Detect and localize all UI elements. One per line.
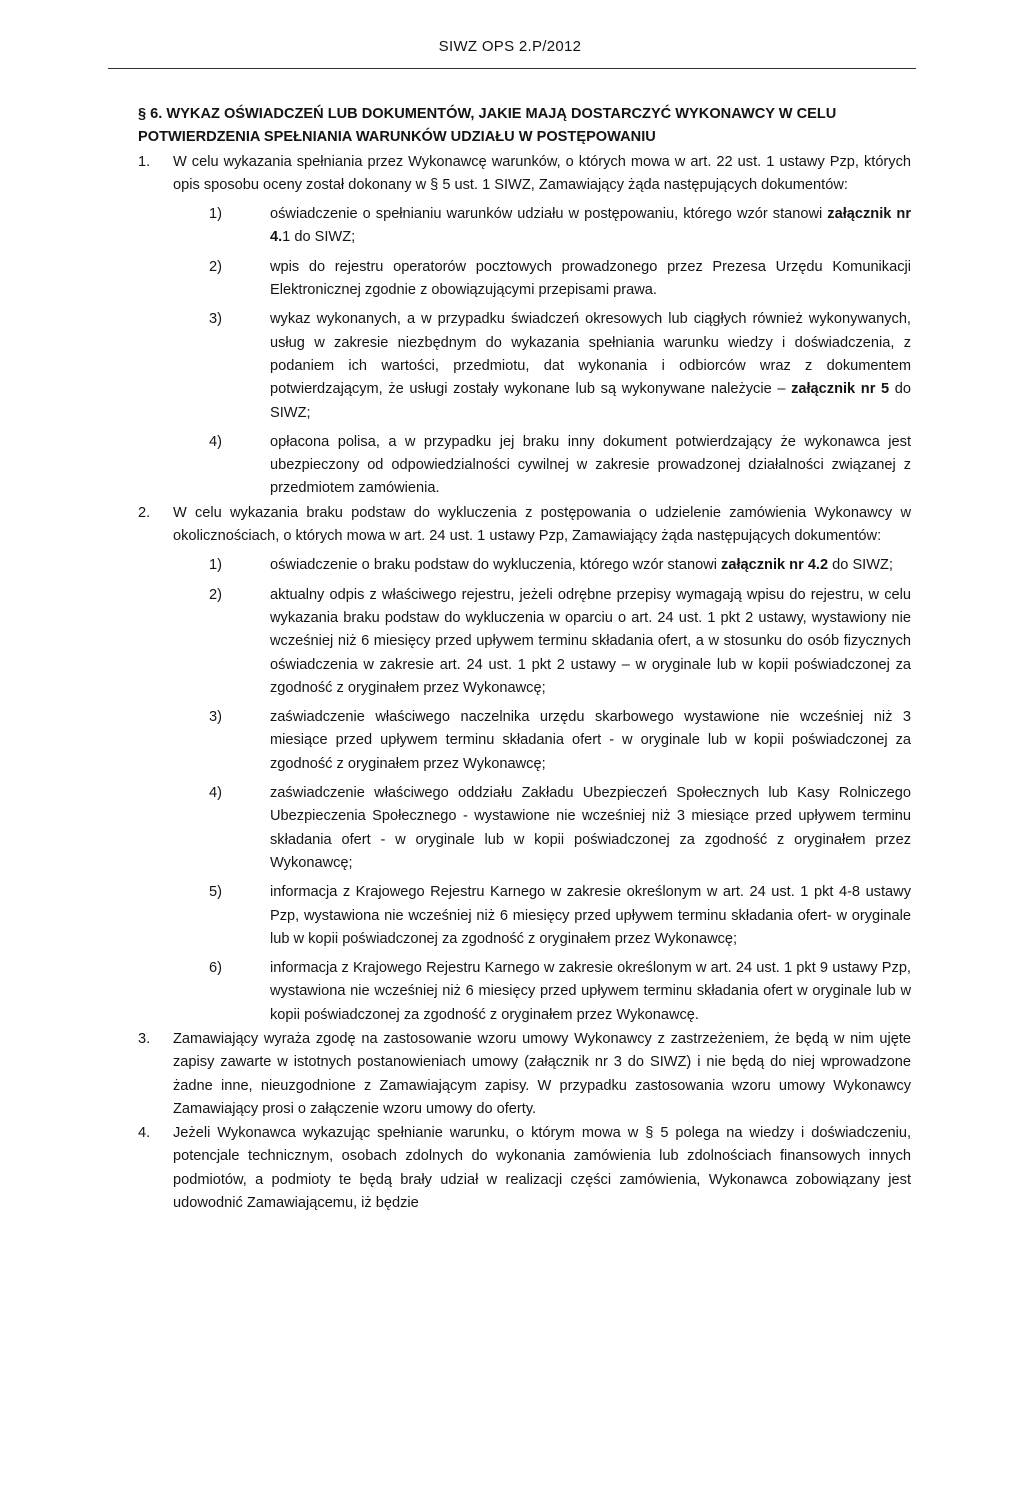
list-item [173, 957, 911, 1027]
list-item-text: oświadczenie o braku podstaw do wykluczenia, którego wzór stanowi [270, 557, 722, 574]
list-item-number: 4) [209, 433, 222, 450]
list-item-text: informacja z Krajowego Rejestru Karnego w zakresie określonym w art. 24 ust. 1 pkt 9 ustawy Pzp, wystawiona nie wcześniej niż 6 miesięcy przed upływem terminu składania ofert w oryginale lub w kopii poświadczonej za zgodność z oryginałem przez Wykonawcę. [270, 960, 911, 1023]
list-item-number: 1) [209, 206, 222, 223]
document-body [138, 103, 911, 1215]
list-item-number: 2) [209, 258, 222, 275]
list-item-text-end: do SIWZ; [828, 557, 893, 574]
paragraph-1 [138, 151, 911, 501]
list-item-text: zaświadczenie właściwego oddziału Zakładu Ubezpieczeń Społecznych lub Kasy Rolniczego Ubezpieczenia Społecznego - wystawione nie wcześniej niż 3 miesiące przed upływem terminu składania ofert - w oryginale lub w kopii poświadczonej za zgodność z oryginałem przez Wykonawcę; [270, 785, 911, 871]
paragraph-text: W celu wykazania braku podstaw do wykluczenia z postępowania o udzielenie zamówienia Wykonawcy w okolicznościach, o których mowa w art. 24 ust. 1 ustawy Pzp, Zamawiający żąda następujących dokumentów: [173, 504, 911, 545]
list-item-text-end: do SIWZ; [270, 381, 912, 421]
paragraph-2 [138, 502, 911, 1027]
paragraph-text: Zamawiający wyraża zgodę na zastosowanie wzoru umowy Wykonawcy z zastrzeżeniem, że będą w nim ujęte zapisy zawarte w istotnych postanowieniach umowy (załącznik nr 3 do SIWZ) i nie będą do niej wprowadzone żadne inne, nieuzgodnione z Zamawiającym zapisy. W przypadku zastosowania wzoru umowy Wykonawcy Zamawiający prosi o załączenie wzoru umowy do oferty. [173, 1030, 911, 1117]
paragraph-4 [138, 1122, 911, 1215]
paragraph-text: Jeżeli Wykonawca wykazując spełnianie warunku, o którym mowa w § 5 polega na wiedzy i doświadczeniu, potencjale technicznym, osobach zdolnych do wykonania zamówienia lub zdolnościach finansowych innych podmiotów, a podmioty te będą brały udział w realizacji części zamówienia, Wykonawca zobowiązany jest udowodnić Zamawiającemu, iż będzie [173, 1125, 911, 1212]
list-item-text: wykaz wykonanych, a w przypadku świadczeń okresowych lub ciągłych również wykonywanych, usług w zakresie niezbędnym do wykazania spełniania warunku wiedzy i doświadczenia, z podaniem ich wartości, przedmiotu, dat wykonania i odbiorców wraz z dokumentem potwierdzającym, że usługi zostały wykonane lub są wykonywane należycie – [270, 311, 911, 398]
list-item-text: informacja z Krajowego Rejestru Karnego w zakresie określonym w art. 24 ust. 1 pkt 4-8 ustawy Pzp, wystawiona nie wcześniej niż 6 miesięcy przed upływem terminu składania ofert- w oryginale lub w kopii poświadczonej za zgodność z oryginałem przez Wykonawcę; [270, 884, 911, 947]
list-item-number: 5) [209, 884, 222, 901]
list-item-text: oświadczenie o spełnianiu warunków udziału w postępowaniu, którego wzór stanowi [270, 206, 828, 223]
list-item [173, 554, 911, 577]
list-item-text: zaświadczenie właściwego naczelnika urzędu skarbowego wystawione nie wcześniej niż 3 miesiące przed upływem terminu składania ofert - w oryginale lub w kopii poświadczonej za zgodność z oryginałem przez Wykonawcę; [270, 709, 911, 772]
paragraph-number: 3. [138, 1030, 151, 1047]
paragraph-text: W celu wykazania spełniania przez Wykonawcę warunków, o których mowa w art. 22 ust. 1 ustawy Pzp, których opis sposobu oceny został dokonany w § 5 ust. 1 SIWZ, Zamawiający żąda następujących dokumentów: [173, 153, 911, 193]
paragraph-number: 1. [138, 153, 151, 170]
list-item-bold: załącznik nr 4.2 [721, 557, 829, 574]
document-header: SIWZ OPS 2.P/2012 [438, 38, 582, 55]
list-item-bold: załącznik nr 4. [270, 206, 911, 246]
list-item [173, 782, 911, 875]
list-item-number: 4) [209, 785, 222, 802]
list-item-text: opłacona polisa, a w przypadku jej braku inny dokument potwierdzający że wykonawca jest ubezpieczony od odpowiedzialności cywilnej w zakresie prowadzonej działalności związanej z przedmiotem zamówienia. [270, 433, 911, 497]
list-item-text: wpis do rejestru operatorów pocztowych prowadzonego przez Prezesa Urzędu Komunikacji Elektronicznej zgodnie z obowiązującymi przepisami prawa. [270, 258, 911, 299]
list-item [173, 431, 911, 501]
list-item-number: 3) [209, 709, 222, 726]
list-item-number: 2) [209, 586, 222, 603]
list-item-number: 1) [209, 557, 222, 574]
paragraph-number: 4. [138, 1125, 151, 1142]
list-item-number: 3) [209, 311, 222, 328]
list-item [173, 203, 911, 250]
paragraph-3 [138, 1028, 911, 1121]
paragraph-number: 2. [138, 504, 151, 521]
list-item [173, 308, 911, 424]
header-rule [108, 68, 916, 69]
list-item-bold: załącznik nr 5 [791, 381, 890, 398]
list-item [173, 881, 911, 951]
list-item [173, 256, 911, 303]
list-item [173, 584, 911, 700]
list-item [173, 706, 911, 776]
list-item-number: 6) [209, 960, 222, 977]
list-item-text: aktualny odpis z właściwego rejestru, jeżeli odrębne przepisy wymagają wpisu do rejestru, w celu wykazania braku podstaw do wykluczenia w oparciu o art. 24 ust. 1 pkt 2 ustawy, wystawiony nie wcześniej niż 6 miesięcy przed upływem terminu składania ofert, a w stosunku do osób fizycznych oświadczenia w zakresie art. 24 ust. 1 pkt 2 ustawy – w oryginale lub w kopii poświadczonej za zgodność z oryginałem przez Wykonawcę; [270, 586, 911, 696]
list-item-text-end: 1 do SIWZ; [282, 229, 356, 246]
section-title: § 6. WYKAZ OŚWIADCZEŃ LUB DOKUMENTÓW, JAKIE MAJĄ DOSTARCZYĆ WYKONAWCY W CELU POTWIERDZENIA SPEŁNIANIA WARUNKÓW UDZIAŁU W POSTĘPOWANIU [138, 106, 837, 146]
